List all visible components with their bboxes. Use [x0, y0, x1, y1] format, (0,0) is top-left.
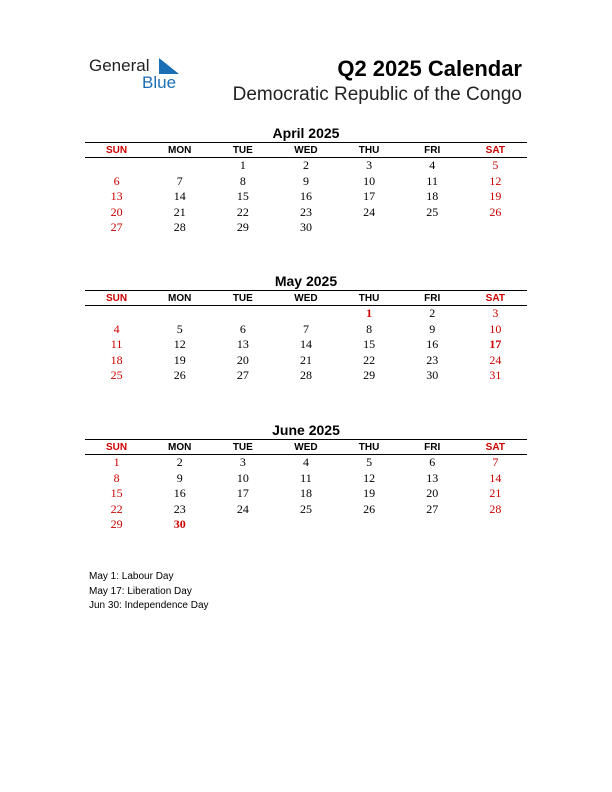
- day-cell: 16: [426, 337, 439, 352]
- day-cell: 17: [236, 486, 249, 501]
- week-row: [85, 502, 527, 518]
- weekday-sun: SUN: [106, 441, 128, 453]
- day-cell: 4: [113, 321, 120, 336]
- day-cell: 30: [173, 517, 186, 532]
- weekday-tue: TUE: [232, 292, 253, 304]
- day-cell: 8: [366, 321, 373, 336]
- day-cell: 13: [426, 470, 439, 485]
- day-cell: 3: [492, 306, 499, 321]
- day-cell: 17: [489, 337, 502, 352]
- day-cell: 27: [426, 501, 439, 516]
- weekday-tue: TUE: [232, 144, 253, 156]
- day-cell: 7: [302, 321, 309, 336]
- weekday-fri: FRI: [424, 144, 441, 156]
- day-cell: 7: [176, 173, 183, 188]
- day-cell: 15: [110, 486, 123, 501]
- day-cell: 30: [299, 220, 312, 235]
- day-cell: 2: [176, 455, 183, 470]
- weekday-mon: MON: [168, 441, 192, 453]
- day-cell: 27: [236, 368, 249, 383]
- day-cell: 1: [239, 158, 246, 173]
- day-cell: 6: [113, 173, 120, 188]
- day-cell: 11: [300, 470, 312, 485]
- weekday-header: [85, 142, 527, 158]
- weekday-sat: SAT: [485, 292, 505, 304]
- day-cell: 19: [173, 352, 186, 367]
- month-may: [85, 272, 527, 384]
- day-cell: 13: [110, 189, 123, 204]
- day-cell: 24: [236, 501, 249, 516]
- day-cell: 29: [236, 220, 249, 235]
- week-row: [85, 189, 527, 205]
- day-cell: 10: [363, 173, 376, 188]
- day-cell: 28: [173, 220, 186, 235]
- month-title: June 2025: [272, 422, 340, 438]
- day-cell: 26: [489, 204, 502, 219]
- day-cell: 3: [239, 455, 246, 470]
- day-cell: 8: [113, 470, 120, 485]
- holiday-note: Jun 30: Independence Day: [89, 600, 209, 611]
- day-cell: 22: [236, 204, 249, 219]
- day-cell: 10: [236, 470, 249, 485]
- day-cell: 21: [299, 352, 312, 367]
- week-row: [85, 353, 527, 369]
- weekday-thu: THU: [358, 144, 380, 156]
- weekday-sat: SAT: [485, 441, 505, 453]
- day-cell: 12: [363, 470, 376, 485]
- page-subtitle: Democratic Republic of the Congo: [232, 84, 522, 105]
- day-cell: 10: [489, 321, 502, 336]
- day-cell: 25: [110, 368, 123, 383]
- day-cell: 20: [110, 204, 123, 219]
- logo-blue-text: Blue: [142, 73, 177, 92]
- holiday-note: May 17: Liberation Day: [89, 585, 192, 597]
- day-cell: 9: [429, 321, 436, 336]
- week-row: [85, 220, 527, 236]
- weekday-thu: THU: [358, 292, 380, 304]
- day-cell: 12: [173, 337, 186, 352]
- day-cell: 24: [489, 352, 502, 367]
- day-cell: 19: [363, 486, 376, 501]
- day-cell: 23: [299, 204, 312, 219]
- day-cell: 8: [239, 173, 246, 188]
- day-cell: 6: [239, 321, 246, 336]
- day-cell: 23: [173, 501, 186, 516]
- weekday-mon: MON: [168, 144, 192, 156]
- day-cell: 18: [110, 352, 123, 367]
- month-title: April 2025: [272, 125, 340, 141]
- day-cell: 28: [489, 501, 502, 516]
- day-cell: 14: [173, 189, 186, 204]
- page-title: Q2 2025 Calendar: [337, 56, 522, 81]
- week-row: [85, 517, 527, 533]
- weekday-thu: THU: [358, 441, 380, 453]
- day-cell: 17: [363, 189, 376, 204]
- weekday-header: [85, 290, 527, 306]
- day-cell: 18: [299, 486, 312, 501]
- day-cell: 20: [236, 352, 249, 367]
- day-cell: 1: [366, 306, 373, 321]
- week-row: [85, 471, 527, 487]
- day-cell: 30: [426, 368, 439, 383]
- weekday-header: [85, 439, 527, 455]
- day-cell: 12: [489, 173, 502, 188]
- day-cell: 11: [110, 337, 123, 352]
- day-cell: 22: [363, 352, 376, 367]
- day-cell: 5: [176, 321, 183, 336]
- day-cell: 15: [363, 337, 376, 352]
- day-cell: 26: [173, 368, 186, 383]
- day-cell: 24: [363, 204, 376, 219]
- weekday-mon: MON: [168, 292, 192, 304]
- week-row: [85, 174, 527, 190]
- day-cell: 2: [429, 306, 436, 321]
- week-row: [85, 368, 527, 384]
- day-cell: 16: [299, 189, 312, 204]
- week-row: [85, 306, 527, 322]
- weekday-wed: WED: [294, 144, 318, 156]
- weekday-wed: WED: [294, 441, 318, 453]
- weekday-fri: FRI: [424, 441, 441, 453]
- day-cell: 15: [236, 189, 249, 204]
- week-row: [85, 322, 527, 338]
- day-cell: 14: [299, 337, 312, 352]
- month-april: [85, 124, 527, 236]
- day-cell: 4: [302, 455, 309, 470]
- day-cell: 18: [426, 189, 439, 204]
- week-row: [85, 337, 527, 353]
- day-cell: 7: [492, 455, 499, 470]
- day-cell: 5: [492, 158, 499, 173]
- weekday-sat: SAT: [485, 144, 505, 156]
- day-cell: 14: [489, 470, 502, 485]
- day-cell: 29: [363, 368, 376, 383]
- day-cell: 21: [489, 486, 502, 501]
- day-cell: 27: [110, 220, 123, 235]
- day-cell: 2: [302, 158, 309, 173]
- week-row: [85, 455, 527, 471]
- day-cell: 3: [366, 158, 373, 173]
- holiday-note: May 1: Labour Day: [89, 571, 174, 582]
- weekday-fri: FRI: [424, 292, 441, 304]
- day-cell: 23: [426, 352, 439, 367]
- logo: [89, 56, 189, 92]
- weekday-sun: SUN: [106, 292, 128, 304]
- day-cell: 29: [110, 517, 123, 532]
- day-cell: 16: [173, 486, 186, 501]
- day-cell: 26: [363, 501, 376, 516]
- day-cell: 9: [302, 173, 309, 188]
- week-row: [85, 158, 527, 174]
- day-cell: 31: [489, 368, 502, 383]
- day-cell: 21: [173, 204, 186, 219]
- day-cell: 9: [176, 470, 183, 485]
- day-cell: 22: [110, 501, 123, 516]
- day-cell: 20: [426, 486, 439, 501]
- weekday-tue: TUE: [232, 441, 253, 453]
- day-cell: 25: [426, 204, 439, 219]
- day-cell: 19: [489, 189, 502, 204]
- day-cell: 25: [299, 501, 312, 516]
- weekday-sun: SUN: [106, 144, 128, 156]
- week-row: [85, 486, 527, 502]
- day-cell: 1: [113, 455, 120, 470]
- day-cell: 28: [299, 368, 312, 383]
- holiday-notes: [89, 570, 209, 614]
- month-june: [85, 421, 527, 533]
- logo-triangle-icon: [159, 58, 179, 74]
- day-cell: 11: [426, 173, 438, 188]
- day-cell: 13: [236, 337, 249, 352]
- day-cell: 5: [366, 455, 373, 470]
- month-title: May 2025: [274, 273, 338, 289]
- week-row: [85, 205, 527, 221]
- day-cell: 4: [429, 158, 436, 173]
- day-cell: 6: [429, 455, 436, 470]
- weekday-wed: WED: [294, 292, 318, 304]
- logo-general-text: General: [89, 56, 150, 75]
